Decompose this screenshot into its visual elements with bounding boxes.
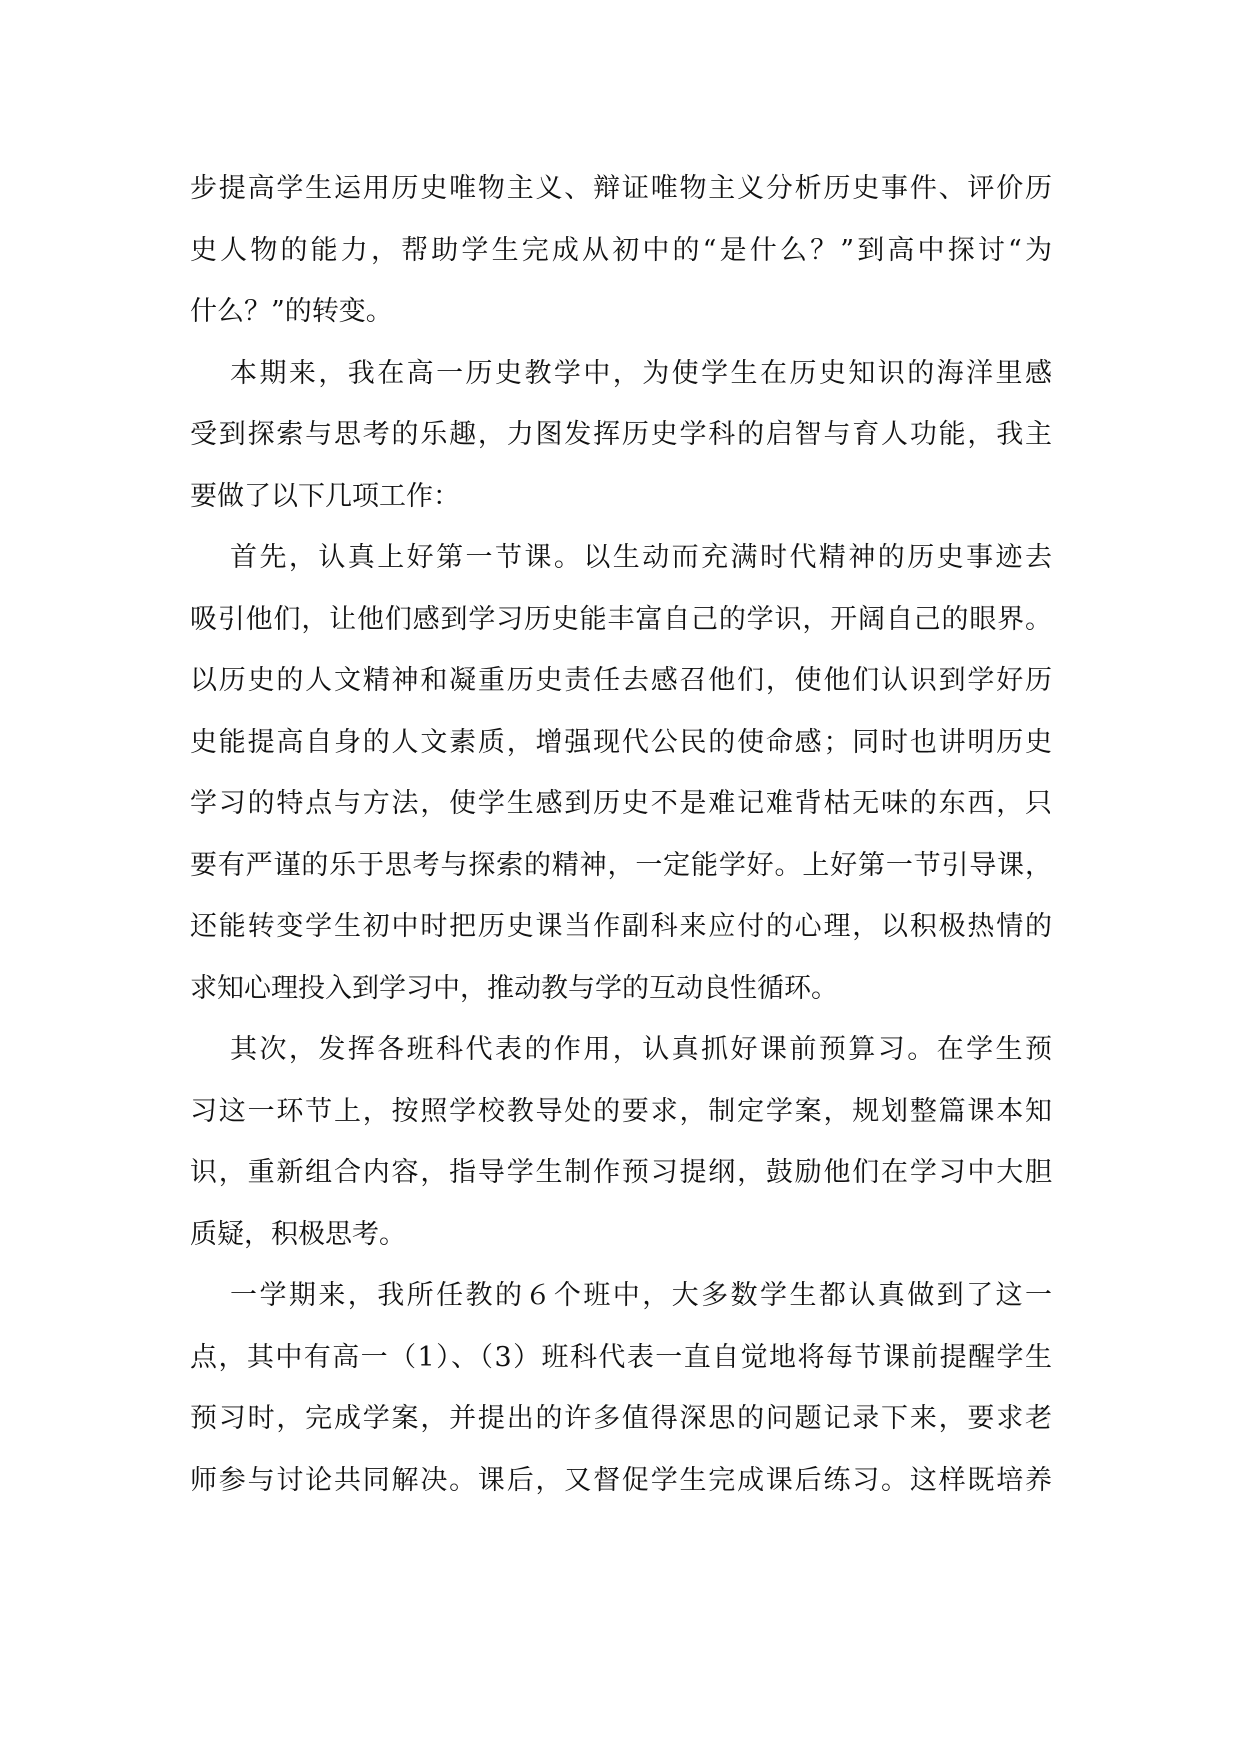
- paragraph-5-line-2: 点，其中有高一（1）、（3）班科代表一直自觉地将每节课前提醒学生: [190, 1341, 1052, 1373]
- paragraph-3-line-6: 要有严谨的乐于思考与探索的精神，一定能学好。上好第一节引导课，: [190, 849, 1052, 881]
- paragraph-4-line-1: 其次，发挥各班科代表的作用，认真抓好课前预算习。在学生预: [230, 1034, 1052, 1065]
- paragraph-1-line-3: 什么？”的转变。: [190, 296, 393, 327]
- paragraph-4-line-3: 识，重新组合内容，指导学生制作预习提纲，鼓励他们在学习中大胆: [190, 1157, 1052, 1188]
- paragraph-1-line-1: 步提高学生运用历史唯物主义、辩证唯物主义分析历史事件、评价历: [190, 173, 1052, 204]
- paragraph-2-line-2: 受到探索与思考的乐趣，力图发挥历史学科的启智与育人功能，我主: [190, 419, 1052, 450]
- paragraph-5-line-4: 师参与讨论共同解决。课后，又督促学生完成课后练习。这样既培养: [190, 1464, 1052, 1496]
- paragraph-3-line-4: 史能提高自身的人文素质，增强现代公民的使命感；同时也讲明历史: [190, 726, 1052, 758]
- paragraph-4-line-4: 质疑，积极思考。: [190, 1218, 406, 1250]
- paragraph-2-line-3: 要做了以下几项工作：: [190, 480, 460, 512]
- paragraph-5-line-3: 预习时，完成学案，并提出的许多值得深思的问题记录下来，要求老: [190, 1403, 1052, 1434]
- paragraph-3-line-1: 首先，认真上好第一节课。以生动而充满时代精神的历史事迹去: [230, 542, 1052, 573]
- document-body: [190, 158, 1052, 1511]
- paragraph-3-line-3: 以历史的人文精神和凝重历史责任去感召他们，使他们认识到学好历: [190, 665, 1052, 696]
- paragraph-2-line-1: 本期来，我在高一历史教学中，为使学生在历史知识的海洋里感: [230, 357, 1052, 389]
- paragraph-3-line-8: 求知心理投入到学习中，推动教与学的互动良性循环。: [190, 972, 838, 1004]
- paragraph-3-line-2: 吸引他们，让他们感到学习历史能丰富自己的学识，开阔自己的眼界。: [190, 603, 1052, 635]
- paragraph-3-line-7: 还能转变学生初中时把历史课当作副科来应付的心理，以积极热情的: [190, 911, 1052, 942]
- paragraph-3-line-5: 学习的特点与方法，使学生感到历史不是难记难背枯无味的东西，只: [190, 788, 1052, 819]
- paragraph-4-line-2: 习这一环节上，按照学校教导处的要求，制定学案，规划整篇课本知: [190, 1095, 1052, 1127]
- paragraph-1-line-2: 史人物的能力，帮助学生完成从初中的“是什么？”到高中探讨“为: [190, 234, 1052, 266]
- paragraph-5-line-1: 一学期来，我所任教的６个班中，大多数学生都认真做到了这一: [230, 1280, 1052, 1311]
